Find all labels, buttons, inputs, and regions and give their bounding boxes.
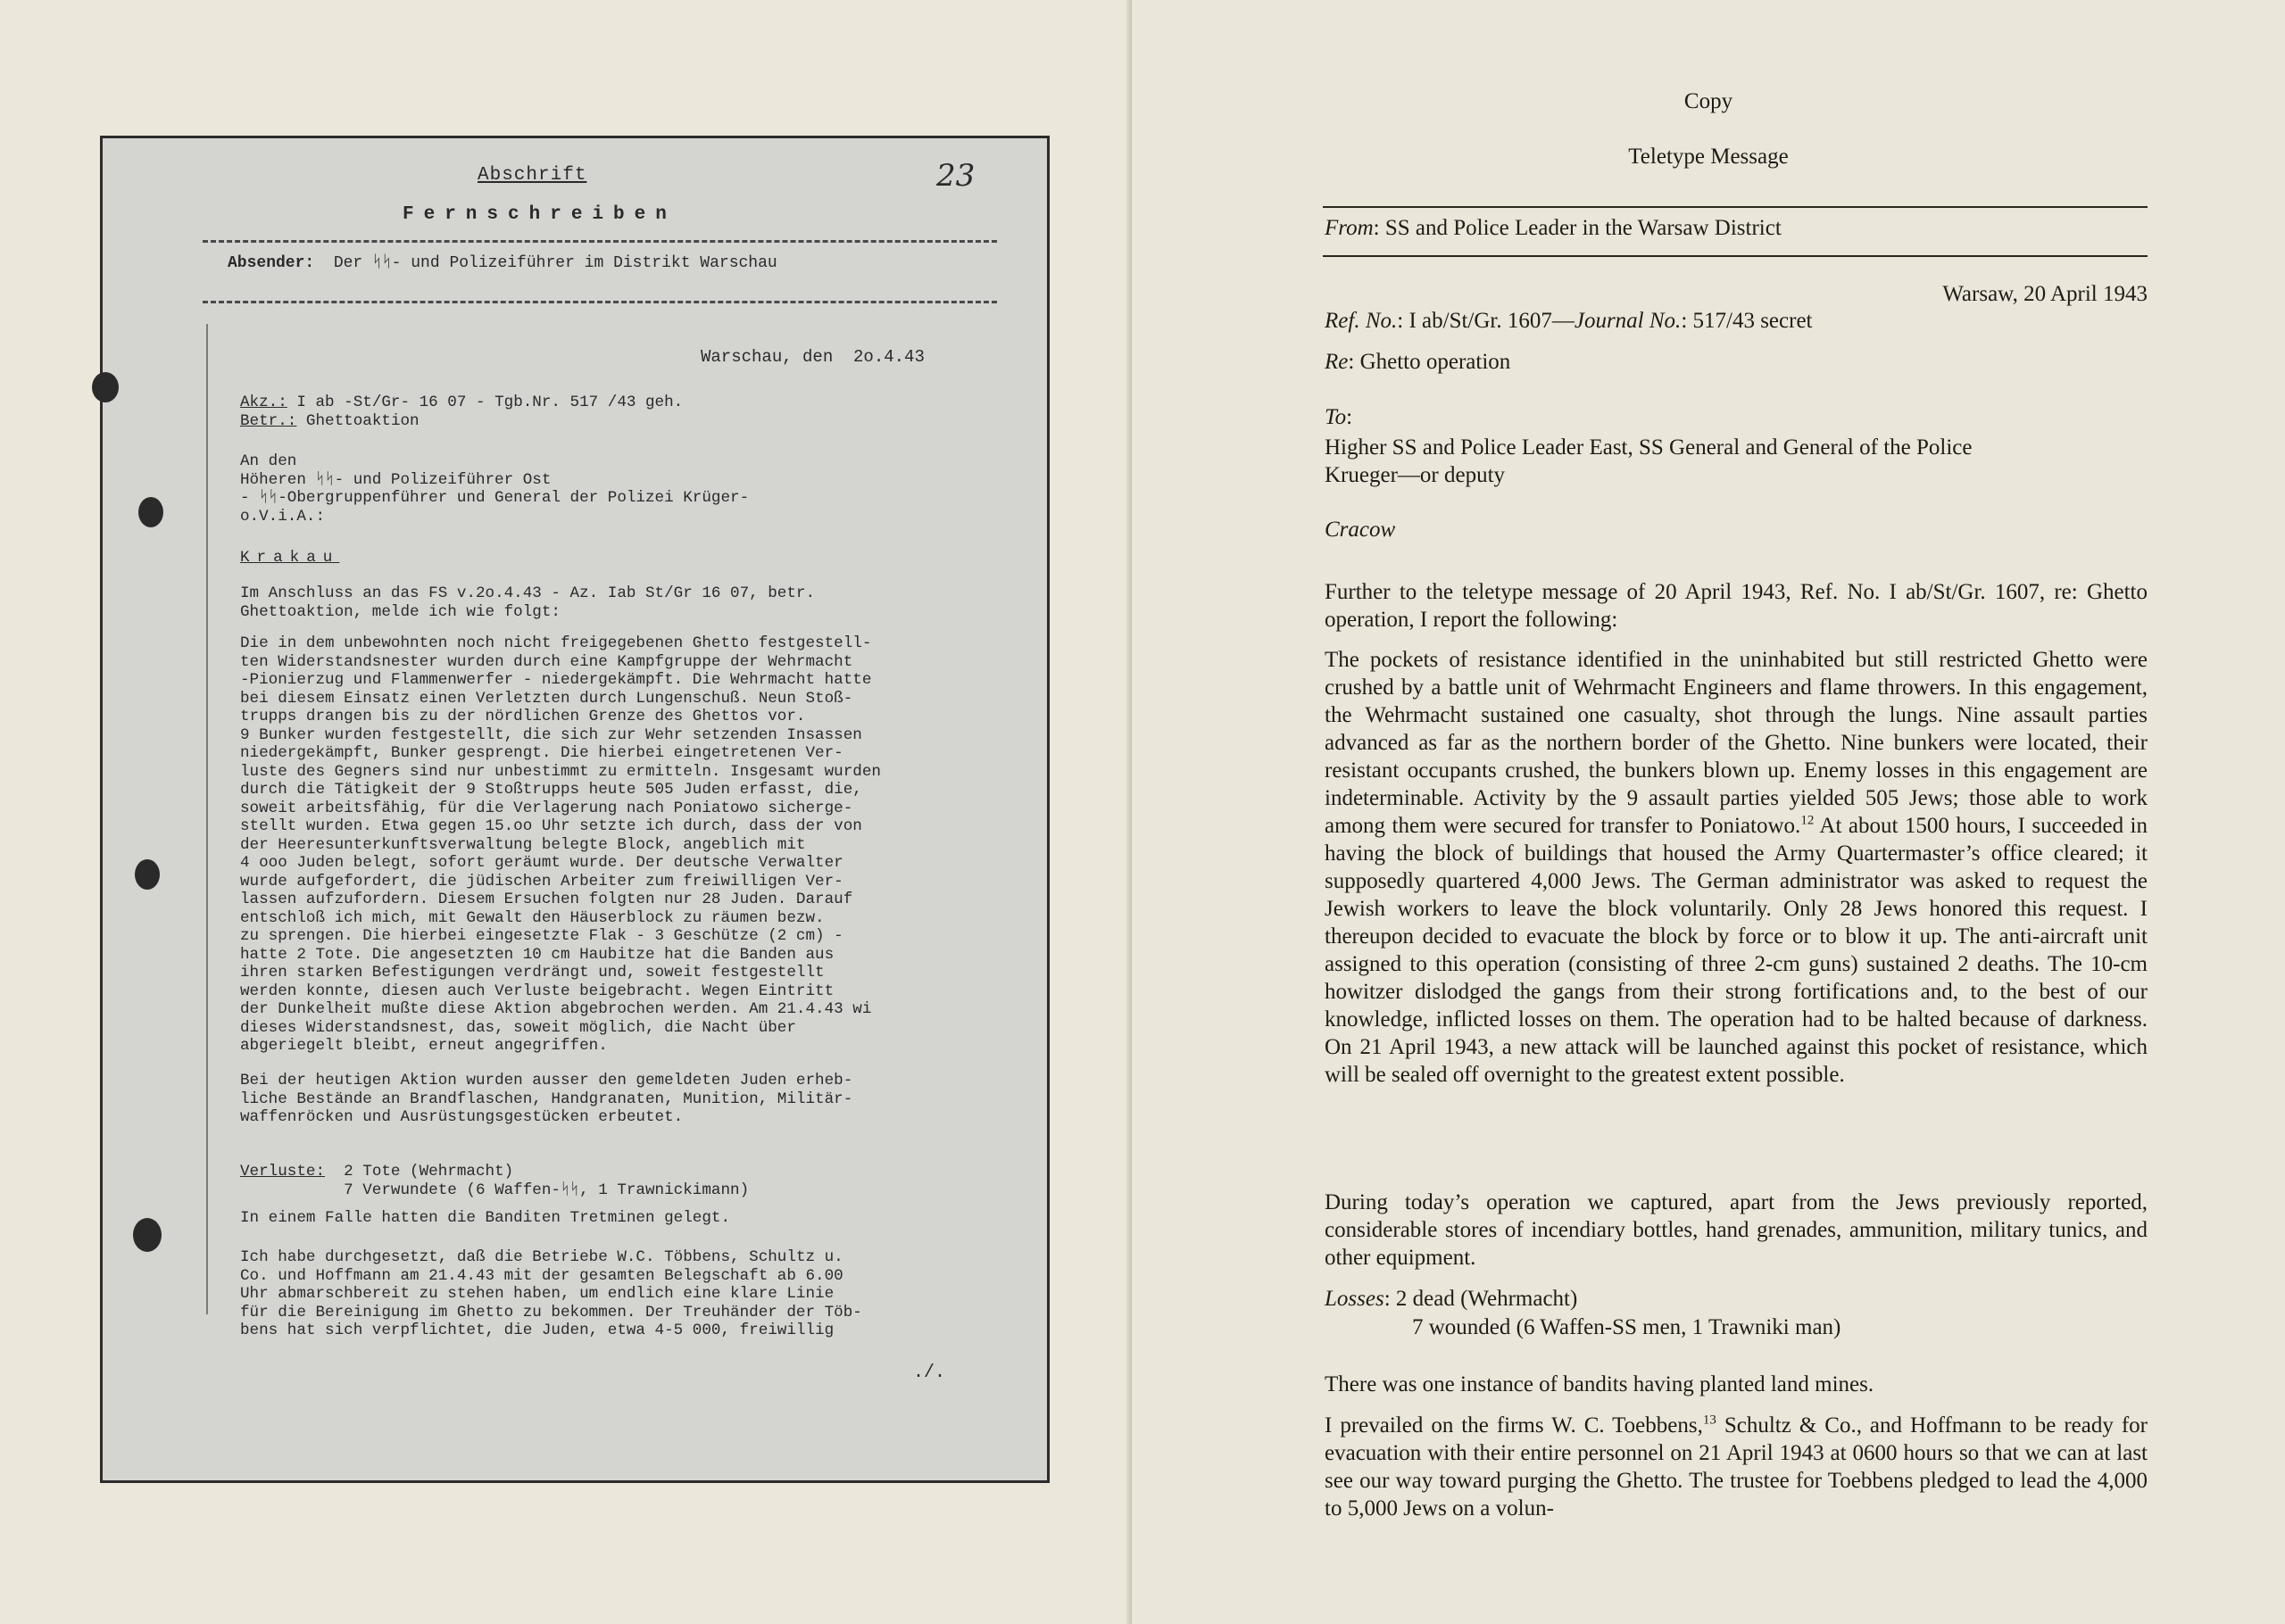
translation-copy-label: Copy <box>1683 89 1733 113</box>
fx-heading: Abschrift <box>478 165 587 186</box>
journal-label: Journal No. <box>1574 309 1682 333</box>
punch-hole <box>92 372 119 402</box>
fx-body-line: werden konnte, diesen auch Verluste beigebracht. Wegen Eintritt <box>240 982 835 1000</box>
para-main <box>1325 646 2148 1089</box>
fx-address-line: Höheren ᛋᛋ- und Polizeiführer Ost <box>240 470 552 489</box>
ref-text: : I ab/St/Gr. 1607— <box>1397 309 1575 333</box>
fx-body-line: der Heeresunterkunftsverwaltung belegte Block, angeblich mit <box>240 835 806 854</box>
para-intro: Further to the teletype message of 20 April 1943, Ref. No. I ab/St/Gr. 1607, re: Ghetto operation, I report the following: <box>1325 580 2148 632</box>
punch-hole <box>133 1218 162 1252</box>
re-line <box>1325 348 1510 376</box>
to-address-line: Krueger—or deputy <box>1325 463 1506 487</box>
para-closing-part: I prevailed on the firms W. C. Toebbens, <box>1325 1413 1703 1438</box>
fx-body-line: 4 ooo Juden belegt, sofort geräumt wurde. Der deutsche Verwalter <box>240 854 843 872</box>
punch-hole <box>135 859 160 890</box>
from-line <box>1325 214 1782 242</box>
fx-akz-text: I ab -St/Gr- 16 07 - Tgb.Nr. 517 /43 geh. <box>287 394 684 411</box>
journal-text: : 517/43 secret <box>1681 309 1813 333</box>
header-rule <box>1323 255 2148 257</box>
fx-closing-line: Ich habe durchgesetzt, daß die Betriebe W.C. Többens, Schultz u. <box>240 1248 843 1266</box>
para-mines: There was one instance of bandits having planted land mines. <box>1325 1372 1874 1396</box>
fx-body-line: trupps drangen bis zu der nördlichen Grenze des Ghettos vor. <box>240 708 806 725</box>
fx-address-line: An den <box>240 452 297 470</box>
fx-address-line: o.V.i.A.: <box>240 507 326 526</box>
fx-body-line: -Pionierzug und Flammenwerfer - niedergekämpft. Die Wehrmacht hatte <box>240 671 872 689</box>
para-main-part: At about 1500 hours, I succeeded in having the block of buildings that housed the Army Quartermaster’s office cleared; it supposedly quartered 4,000 Jews. The German administrator was asked to request the Jewish workers to leave the block voluntarily. Only 28 Jews honored this request. I thereupon decided to evacuate the block by force or to blow it up. The anti-aircraft unit assigned to this operation (consisting of three 2-cm guns) sustained 2 deaths. The 10-cm howitzer dislodged the gangs from their strong fortifications and, to the best of our knowledge, inflicted losses on them. The operation had to be halted because of darkness. On 21 April 1943, a new attack will be launched against this pocket of resistance, which will be sealed off overnight to the greatest extent possible. <box>1325 814 2148 1087</box>
fx-losses <box>240 1163 749 1199</box>
from-label: From <box>1325 216 1374 240</box>
footnote-ref: 12 <box>1800 813 1815 828</box>
ref-line <box>1325 307 1813 335</box>
fx-betr-text: Ghettoaktion <box>296 411 420 430</box>
fx-body-line: lassen aufzufordern. Diesem Ersuchen folgten nur 28 Juden. Darauf <box>240 891 853 908</box>
fx-page-number: 23 <box>936 158 976 194</box>
to-line <box>1325 403 1352 431</box>
fx-body-line: ihren starken Befestigungen verdrängt und, soweit festgestellt <box>240 964 825 982</box>
para-booty: During today’s operation we captured, apart from the Jews previously reported, considerable stores of incendiary bottles, hand grenades, ammunition, military tunics, and other equipment. <box>1325 1190 2148 1270</box>
fx-body <box>240 634 881 1056</box>
fx-body-line: Die in dem unbewohnten noch nicht freigegebenen Ghetto festgestell- <box>240 634 872 652</box>
fx-divider <box>203 240 997 243</box>
fx-city <box>240 549 339 568</box>
fx-booty-line: waffenröcken und Ausrüstungsgestücken erbeutet. <box>240 1108 684 1126</box>
fx-body-line: zu sprengen. Die hierbei eingesetzte Flak - 3 Geschütze (2 cm) - <box>240 927 843 945</box>
to-address <box>1325 434 1972 489</box>
losses-wounded: 7 wounded (6 Waffen-SS men, 1 Trawniki man) <box>1412 1315 1841 1339</box>
fx-closing <box>240 1248 862 1340</box>
header-rule <box>1323 206 2148 208</box>
fx-intro-line: Im Anschluss an das FS v.2o.4.43 - Az. Iab St/Gr 16 07, betr. <box>240 584 816 602</box>
to-address-line: Higher SS and Police Leader East, SS General and General of the Police <box>1325 435 1973 460</box>
re-label: Re <box>1325 350 1349 374</box>
fx-closing-line: bens hat sich verpflichtet, die Juden, etwa 4-5 000, freiwillig <box>240 1322 835 1339</box>
fx-body-line: der Dunkelheit mußte diese Aktion abgebrochen werden. Am 21.4.43 wi <box>240 1000 872 1018</box>
fx-booty <box>240 1072 852 1127</box>
fx-sender-label: Absender: <box>228 254 315 272</box>
losses-line <box>1325 1285 1577 1313</box>
fx-reference <box>240 394 683 430</box>
fx-address <box>240 452 749 526</box>
fx-body-line: durch die Tätigkeit der 9 Stoßtrupps heute 505 Juden erfasst, die, <box>240 781 862 799</box>
fx-closing-line: Uhr abmarschbereit zu stehen haben, um endlich eine klare Linie <box>240 1285 835 1303</box>
fx-title: Fernschreiben <box>403 204 677 225</box>
left-page <box>0 0 1132 1624</box>
fx-body-line: bei diesem Einsatz einen Verletzten durch Lungenschuß. Neun Stoß- <box>240 689 853 708</box>
fx-body-line: niedergekämpft, Bunker gesprengt. Die hierbei eingetretenen Ver- <box>240 744 843 762</box>
fx-intro <box>240 584 815 621</box>
date-line: Warsaw, 20 April 1943 <box>1942 282 2148 306</box>
para-main-part: The pockets of resistance identified in the uninhabited but still restricted Ghetto were crushed by a battle unit of Wehrmacht Engineers and flame throwers. In this engagement, the Wehrmacht sustained one casualty, shot through the lungs. Nine assault parties advanced as far as the northern border of the Ghetto. Nine bunkers were located, their resistant occupants crushed, the bunkers blown up. Enemy losses in this engagement are indeterminable. Activity by the 9 assault parties yielded 505 Jews; those able to work among them were secured for transfer to Poniatowo. <box>1325 648 2148 838</box>
fx-closing-line: für die Bereinigung im Ghetto zu bekommen. Der Treuhänder der Töb- <box>240 1303 862 1322</box>
fx-body-line: abgeriegelt bleibt, erneut angegriffen. <box>240 1037 608 1055</box>
fx-mines: In einem Falle hatten die Banditen Tretminen gelegt. <box>240 1209 731 1227</box>
fx-body-line: entschloß ich mich, mit Gewalt den Häuserblock zu räumen bezw. <box>240 908 825 927</box>
fx-body-line: 9 Bunker wurden festgestellt, die sich zur Wehr setzenden Insassen <box>240 725 862 744</box>
from-text: : SS and Police Leader in the Warsaw District <box>1373 216 1782 240</box>
to-colon: : <box>1346 405 1353 429</box>
para-closing <box>1325 1412 2148 1522</box>
fx-divider <box>203 301 997 303</box>
punch-hole <box>138 497 163 527</box>
translation-title: Teletype Message <box>1628 145 1789 169</box>
fx-city-text: Krakau <box>240 549 340 567</box>
fx-body-line: soweit arbeitsfähig, für die Verlagerung nach Poniatowo sicherge- <box>240 799 853 817</box>
fx-booty-line: Bei der heutigen Aktion wurden ausser den gemeldeten Juden erheb- <box>240 1072 853 1090</box>
fx-body-line: stellt wurden. Etwa gegen 15.oo Uhr setzte ich durch, dass der von <box>240 817 862 835</box>
fx-body-line: dieses Widerstandsnest, das, soweit möglich, die Nacht über <box>240 1018 796 1037</box>
fx-sender <box>228 254 777 272</box>
losses-dead: : 2 dead (Wehrmacht) <box>1383 1287 1578 1311</box>
fx-losses-label: Verluste: <box>240 1163 326 1181</box>
fx-date-line: Warschau, den 2o.4.43 <box>701 347 925 367</box>
fx-akz-label: Akz.: <box>240 394 287 411</box>
fx-intro-line: Ghettoaktion, melde ich wie folgt: <box>240 602 561 621</box>
city-line: Cracow <box>1325 518 1396 542</box>
fx-betr-label: Betr.: <box>240 411 297 430</box>
para-closing-part: Schultz & Co., and Hoffmann to be ready for evacuation with their entire personnel on 21 April 1943 at 0600 hours so that we can at last see our way toward purging the Ghetto. The trustee for Toebbens pledged to lead the 4,000 to 5,000 Jews on a volun- <box>1325 1413 2148 1520</box>
fx-booty-line: liche Bestände an Brandflaschen, Handgranaten, Munition, Militär- <box>240 1090 853 1108</box>
fx-margin-line <box>206 324 208 1314</box>
fx-body-line: luste des Gegners sind nur unbestimmt zu ermitteln. Insgesamt wurden <box>240 762 881 781</box>
re-text: : Ghetto operation <box>1348 350 1511 374</box>
fx-losses-line: 7 Verwundete (6 Waffen-ᛋᛋ, 1 Trawnickimann) <box>240 1181 750 1199</box>
to-label: To <box>1325 405 1347 429</box>
fx-losses-line: 2 Tote (Wehrmacht) <box>325 1163 514 1181</box>
ref-label: Ref. No. <box>1325 309 1398 333</box>
fx-closing-line: Co. und Hoffmann am 21.4.43 mit der gesamten Belegschaft ab 6.00 <box>240 1266 843 1285</box>
losses-label: Losses <box>1325 1287 1384 1311</box>
facsimile-document <box>100 136 1050 1483</box>
fx-continued-mark: ./. <box>913 1363 946 1383</box>
fx-body-line: wurde aufgefordert, die jüdischen Arbeiter zum freiwilligen Ver- <box>240 872 843 891</box>
footnote-ref: 13 <box>1702 1413 1716 1428</box>
fx-body-line: ten Widerstandsnester wurden durch eine Kampfgruppe der Wehrmacht <box>240 652 853 671</box>
fx-sender-text: Der ᛋᛋ- und Polizeiführer im Distrikt Warschau <box>333 254 777 272</box>
fx-address-line: - ᛋᛋ-Obergruppenführer und General der Polizei Krüger- <box>240 489 750 507</box>
fx-body-line: hatte 2 Tote. Die angesetzten 10 cm Haubitze hat die Banden aus <box>240 945 835 964</box>
